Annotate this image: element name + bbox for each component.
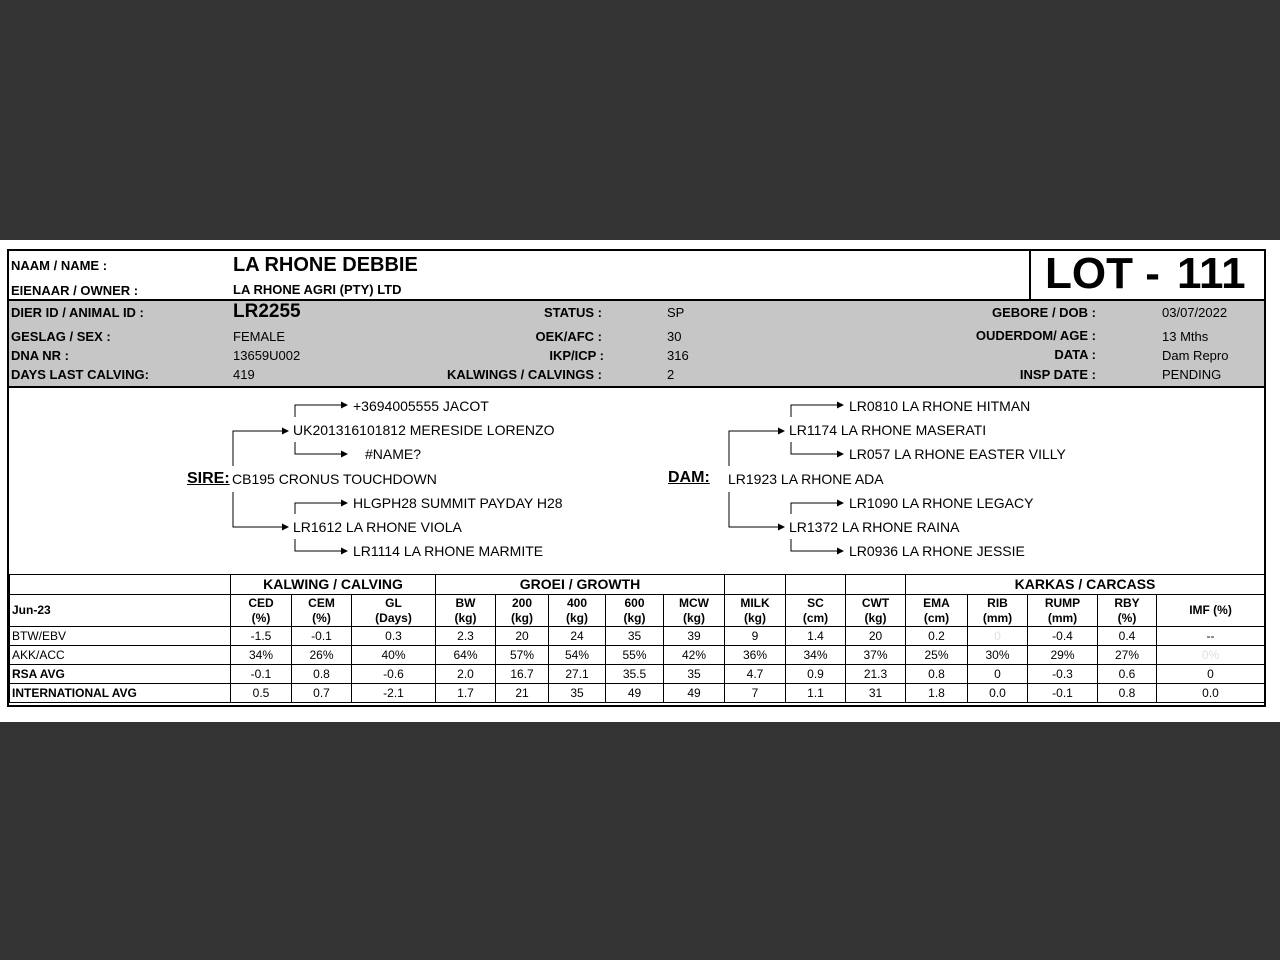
- status-label: STATUS :: [543, 305, 602, 320]
- column-name: MCW: [679, 595, 710, 610]
- table-cell: 40%: [352, 646, 436, 665]
- table-cell: 21.3: [846, 665, 906, 684]
- dob-value: 03/07/2022: [1162, 305, 1228, 320]
- table-cell: 34%: [786, 646, 846, 665]
- column-unit: (cm): [923, 610, 950, 625]
- column-unit: (%): [251, 610, 271, 625]
- table-cell: 54%: [549, 646, 606, 665]
- column-unit: (kg): [623, 610, 646, 625]
- table-cell: 35: [549, 684, 606, 703]
- dam-label: DAM:: [668, 469, 710, 486]
- growth-group-header: GROEI / GROWTH: [436, 575, 725, 595]
- table-cell: 21: [496, 684, 549, 703]
- sire-dam-dam: LR1114 LA RHONE MARMITE: [353, 543, 544, 559]
- table-cell: 35.5: [606, 665, 664, 684]
- table-cell: 34%: [231, 646, 292, 665]
- icp-label: IKP/ICP :: [549, 348, 604, 363]
- column-unit: (mm): [1047, 610, 1078, 625]
- status-value: SP: [667, 305, 685, 320]
- table-cell: 2.0: [436, 665, 496, 684]
- table-cell: 0.2: [906, 627, 968, 646]
- column-unit: (cm): [802, 610, 829, 625]
- table-cell: 0: [968, 665, 1028, 684]
- table-cell: 26%: [292, 646, 352, 665]
- dam-dam-sire: LR1090 LA RHONE LEGACY: [849, 495, 1034, 511]
- column-name: RBY: [1114, 595, 1140, 610]
- table-cell: 16.7: [496, 665, 549, 684]
- dna-value: 13659U002: [233, 348, 301, 363]
- row-label: AKK/ACC: [10, 646, 231, 665]
- table-cell: 0.0: [1157, 684, 1265, 703]
- calving-group-header: KALWING / CALVING: [231, 575, 436, 595]
- table-cell: 0: [1157, 665, 1265, 684]
- column-unit: (mm): [982, 610, 1013, 625]
- row-label: BTW/EBV: [10, 627, 231, 646]
- table-cell: 1.8: [906, 684, 968, 703]
- owner-label: EIENAAR / OWNER :: [11, 283, 139, 298]
- sire-sire-dam: #NAME?: [365, 446, 422, 462]
- table-cell: 27%: [1098, 646, 1157, 665]
- column-name: CEM: [308, 595, 335, 610]
- dam: LR1923 LA RHONE ADA: [728, 471, 884, 487]
- table-cell: 24: [549, 627, 606, 646]
- column-name: GL: [385, 595, 402, 610]
- calvings-label: KALWINGS / CALVINGS :: [446, 367, 602, 382]
- column-unit: (kg): [864, 610, 887, 625]
- sire-label: SIRE:: [187, 470, 230, 487]
- column-unit: (kg): [454, 610, 477, 625]
- days-calving-value: 419: [233, 367, 255, 382]
- row-label: INTERNATIONAL AVG: [10, 684, 231, 703]
- table-cell: 25%: [906, 646, 968, 665]
- column-name: RIB: [987, 595, 1008, 610]
- table-cell: 1.4: [786, 627, 846, 646]
- table-cell: 7: [725, 684, 786, 703]
- column-name: SC: [807, 595, 824, 610]
- owner-name: LA RHONE AGRI (PTY) LTD: [233, 282, 402, 297]
- column-unit: (kg): [744, 610, 767, 625]
- table-cell: -0.1: [292, 627, 352, 646]
- table-cell: 31: [846, 684, 906, 703]
- table-cell: -0.3: [1028, 665, 1098, 684]
- table-cell: 49: [664, 684, 725, 703]
- column-unit: (%): [1117, 610, 1137, 625]
- dam-sire-sire: LR0810 LA RHONE HITMAN: [849, 398, 1031, 414]
- age-value: 13 Mths: [1162, 329, 1209, 344]
- dam-sire: LR1174 LA RHONE MASERATI: [789, 422, 987, 438]
- dam-dam-dam: LR0936 LA RHONE JESSIE: [849, 543, 1025, 559]
- sire-sire-sire: +3694005555 JACOT: [353, 398, 489, 414]
- table-cell: -1.5: [231, 627, 292, 646]
- table-cell: -2.1: [352, 684, 436, 703]
- table-cell: 30%: [968, 646, 1028, 665]
- age-label: OUDERDOM/ AGE :: [975, 328, 1096, 343]
- animal-id: LR2255: [233, 301, 301, 322]
- table-cell: 0: [968, 627, 1028, 646]
- table-cell: 4.7: [725, 665, 786, 684]
- table-cell: 20: [496, 627, 549, 646]
- days-calving-label: DAYS LAST CALVING:: [11, 367, 149, 382]
- data-label: DATA :: [1054, 347, 1096, 362]
- table-cell: -0.1: [231, 665, 292, 684]
- column-unit: (Days): [375, 610, 412, 625]
- column-unit: (kg): [511, 610, 534, 625]
- column-name: 400: [567, 595, 588, 610]
- lot-number: 111: [1177, 249, 1246, 298]
- table-cell: 0.6: [1098, 665, 1157, 684]
- table-cell: 49: [606, 684, 664, 703]
- dob-label: GEBORE / DOB :: [991, 305, 1096, 320]
- table-cell: 29%: [1028, 646, 1098, 665]
- table-cell: -0.1: [1028, 684, 1098, 703]
- table-cell: 0.8: [292, 665, 352, 684]
- table-cell: 57%: [496, 646, 549, 665]
- sire-dam-sire: HLGPH28 SUMMIT PAYDAY H28: [353, 495, 563, 511]
- sex-label: GESLAG / SEX :: [11, 329, 111, 344]
- dam-dam: LR1372 LA RHONE RAINA: [789, 519, 960, 535]
- table-cell: 0.5: [231, 684, 292, 703]
- lot-prefix: LOT -: [1045, 249, 1160, 298]
- column-name: CWT: [861, 595, 890, 610]
- date-label: Jun-23: [10, 595, 231, 627]
- column-name: EMA: [923, 595, 950, 610]
- table-cell: 35: [606, 627, 664, 646]
- column-name: 600: [624, 595, 645, 610]
- table-cell: 2.3: [436, 627, 496, 646]
- column-name: BW: [455, 595, 476, 610]
- dam-sire-dam: LR057 LA RHONE EASTER VILLY: [849, 446, 1066, 462]
- table-cell: --: [1157, 627, 1265, 646]
- table-cell: 0.7: [292, 684, 352, 703]
- table-cell: 0.0: [968, 684, 1028, 703]
- table-cell: 9: [725, 627, 786, 646]
- table-cell: 36%: [725, 646, 786, 665]
- name-label: NAAM / NAME :: [11, 258, 108, 273]
- table-cell: 0.8: [1098, 684, 1157, 703]
- table-cell: 35: [664, 665, 725, 684]
- card-border: [7, 249, 1266, 707]
- table-cell: 39: [664, 627, 725, 646]
- table-cell: 20: [846, 627, 906, 646]
- table-cell: -0.4: [1028, 627, 1098, 646]
- animal-name: LA RHONE DEBBIE: [233, 254, 418, 276]
- sire-sire: UK201316101812 MERESIDE LORENZO: [293, 422, 555, 438]
- sex-value: FEMALE: [233, 329, 286, 344]
- column-name: 200: [512, 595, 533, 610]
- afc-label: OEK/AFC :: [535, 329, 602, 344]
- table-cell: 37%: [846, 646, 906, 665]
- column-unit: (%): [312, 610, 331, 625]
- table-cell: -0.6: [352, 665, 436, 684]
- afc-value: 30: [667, 329, 682, 344]
- sire: CB195 CRONUS TOUCHDOWN: [232, 471, 437, 487]
- sire-dam: LR1612 LA RHONE VIOLA: [293, 519, 462, 535]
- calvings-value: 2: [667, 367, 675, 382]
- icp-value: 316: [667, 348, 689, 363]
- table-cell: 1.1: [786, 684, 846, 703]
- row-label: RSA AVG: [10, 665, 231, 684]
- carcass-group-header: KARKAS / CARCASS: [906, 575, 1265, 595]
- table-cell: 64%: [436, 646, 496, 665]
- insp-label: INSP DATE :: [1019, 367, 1096, 382]
- column-name: IMF (%): [1189, 603, 1232, 617]
- table-cell: 0%: [1157, 646, 1265, 665]
- table-cell: 0.4: [1098, 627, 1157, 646]
- column-name: CED: [248, 595, 274, 610]
- column-name: MILK: [740, 595, 770, 610]
- table-cell: 27.1: [549, 665, 606, 684]
- table-cell: 0.9: [786, 665, 846, 684]
- table-cell: 55%: [606, 646, 664, 665]
- animal-id-label: DIER ID / ANIMAL ID :: [11, 305, 144, 320]
- table-cell: 42%: [664, 646, 725, 665]
- table-cell: 0.3: [352, 627, 436, 646]
- column-name: RUMP: [1044, 595, 1081, 610]
- table-cell: 1.7: [436, 684, 496, 703]
- table-cell: 0.8: [906, 665, 968, 684]
- column-unit: (kg): [566, 610, 589, 625]
- column-unit: (kg): [683, 610, 706, 625]
- data-value: Dam Repro: [1162, 348, 1229, 363]
- insp-value: PENDING: [1162, 367, 1222, 382]
- dna-label: DNA NR :: [11, 348, 70, 363]
